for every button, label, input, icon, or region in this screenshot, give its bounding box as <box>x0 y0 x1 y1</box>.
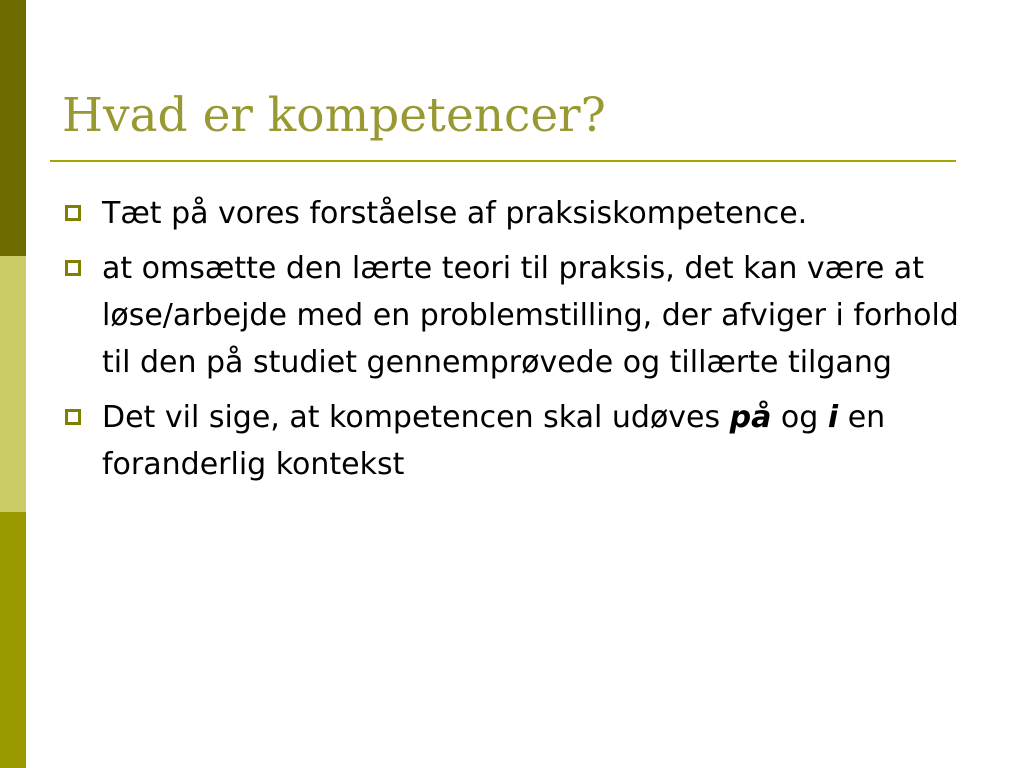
bullet-list <box>62 190 972 496</box>
bullet-text-suffix: en foranderlig kontekst <box>102 400 886 482</box>
side-accent-middle <box>0 256 26 512</box>
emphasis-paa: på <box>729 400 772 435</box>
bullet-text: Tæt på vores forståelse af praksiskompetence. <box>102 196 808 231</box>
bullet-item-3 <box>62 394 972 488</box>
bullet-text-prefix: Det vil sige, at kompetencen skal udøves <box>102 400 730 435</box>
slide-title: Hvad er kompetencer? <box>62 88 606 143</box>
bullet-item-2 <box>62 245 972 386</box>
side-accent-top <box>0 0 26 256</box>
bullet-text-mid: og <box>771 400 828 435</box>
square-bullet-icon <box>65 409 81 425</box>
side-accent-bar <box>0 0 26 768</box>
square-bullet-icon <box>65 260 81 276</box>
side-accent-bottom <box>0 512 26 768</box>
square-bullet-icon <box>65 205 81 221</box>
bullet-text: at omsætte den lærte teori til praksis, det kan være at løse/arbejde med en problemstilling, der afviger i forhold til den på studiet gennemprøvede og tillærte tilgang <box>102 251 959 380</box>
emphasis-i: i <box>827 400 839 435</box>
title-underline <box>50 160 956 162</box>
bullet-item-1 <box>62 190 972 237</box>
